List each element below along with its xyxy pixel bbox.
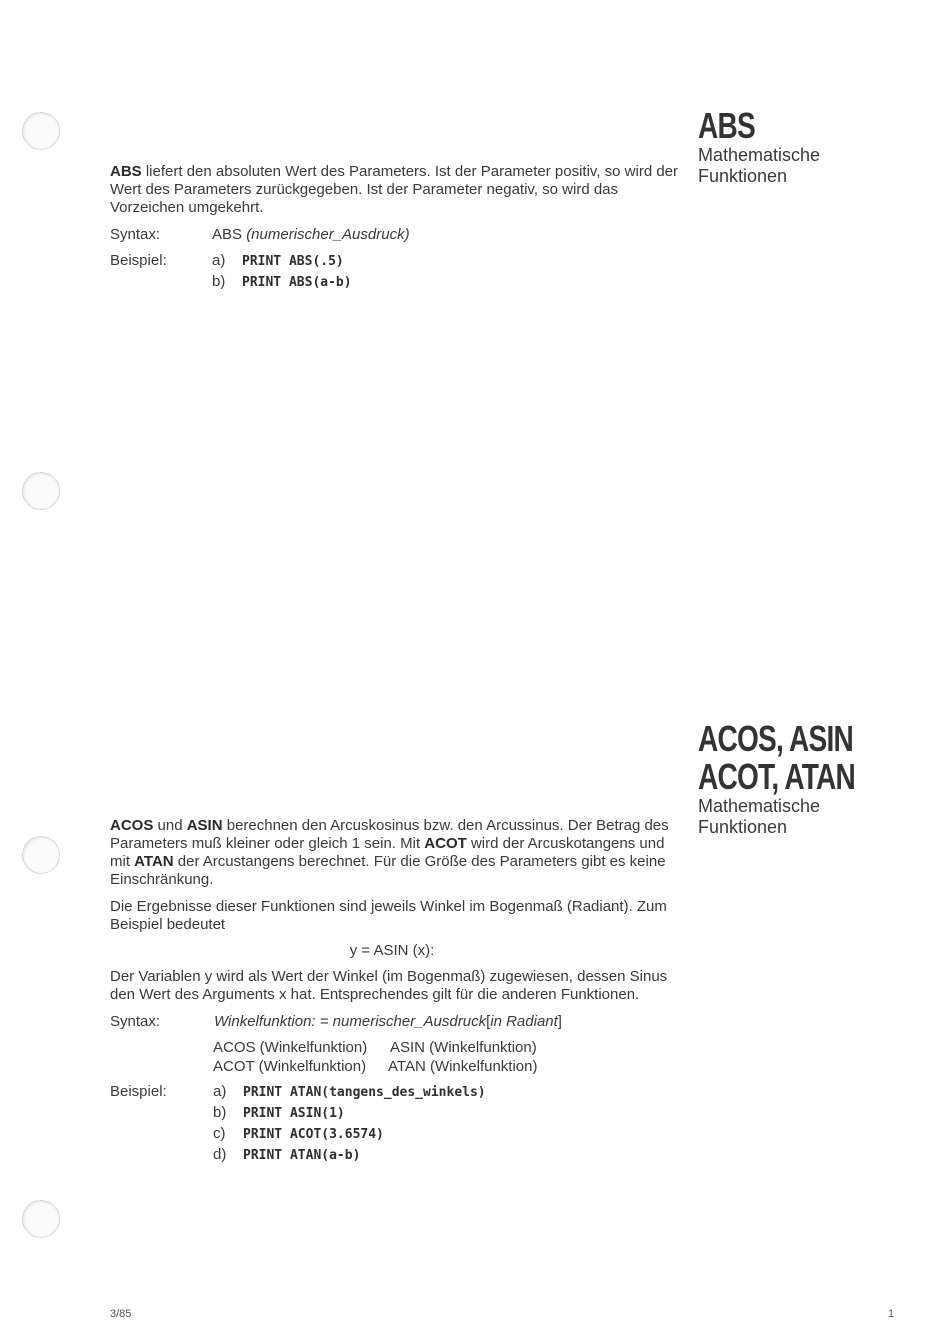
example-index: c) bbox=[213, 1125, 226, 1142]
formula: y = ASIN (x): bbox=[349, 942, 435, 959]
punch-hole bbox=[22, 836, 60, 874]
text: berechnen den Arcuskosinus bzw. den Arcussinus. Der Betrag des Parameters muß kleiner oder gleich 1 sein. Mit bbox=[110, 817, 669, 852]
example-code: PRINT ATAN(tangens_des_winkels) bbox=[243, 1085, 486, 1100]
func-text: (Winkelfunktion) bbox=[425, 1039, 537, 1056]
example-label: Beispiel: bbox=[110, 1083, 167, 1100]
example-code: PRINT ASIN(1) bbox=[243, 1106, 345, 1121]
syntax-label: Syntax: bbox=[110, 1013, 161, 1030]
example-index: d) bbox=[213, 1146, 227, 1163]
abs-category-line2: Funktionen bbox=[698, 166, 788, 186]
text: und bbox=[153, 817, 187, 834]
text: der Arcustangens berechnet. Für die Größe des Parameters gibt es keine Einschränkung. bbox=[110, 853, 666, 888]
abs-title: ABS bbox=[698, 105, 755, 146]
acos-heading bbox=[698, 720, 899, 838]
syntax-keyword: ABS bbox=[212, 226, 243, 243]
bracket: [ bbox=[486, 1013, 491, 1030]
syntax-optional: in Radiant bbox=[490, 1013, 558, 1030]
func-keyword: ASIN bbox=[390, 1039, 426, 1056]
footer-date: 3/85 bbox=[110, 1308, 132, 1320]
page-number: 1 bbox=[888, 1308, 895, 1320]
abs-description bbox=[110, 163, 682, 217]
paragraph: Die Ergebnisse dieser Funktionen sind jeweils Winkel im Bogenmaß (Radiant). Zum Beispiel bedeutet bbox=[110, 898, 667, 933]
example-index: b) bbox=[212, 273, 226, 290]
list-item bbox=[213, 1103, 486, 1124]
example-index: b) bbox=[213, 1104, 227, 1121]
list-item bbox=[213, 1124, 486, 1145]
bracket: ] bbox=[557, 1013, 562, 1030]
acos-category-line2: Funktionen bbox=[698, 817, 788, 837]
example-code: PRINT ABS(.5) bbox=[242, 254, 344, 269]
func-keyword: ATAN bbox=[388, 1058, 426, 1075]
keyword: ASIN bbox=[186, 817, 223, 834]
list-item bbox=[212, 251, 352, 272]
acos-func-list bbox=[213, 1038, 613, 1076]
abs-category-line1: Mathematische bbox=[698, 145, 821, 165]
syntax-label: Syntax: bbox=[110, 226, 161, 243]
keyword: ACOT bbox=[424, 835, 467, 852]
example-index: a) bbox=[213, 1083, 227, 1100]
punch-hole bbox=[22, 112, 60, 150]
punch-hole bbox=[22, 1200, 60, 1238]
example-label: Beispiel: bbox=[110, 252, 167, 269]
punch-hole bbox=[22, 472, 60, 510]
func-text: (Winkelfunktion) bbox=[255, 1039, 368, 1056]
abs-example-list bbox=[212, 251, 352, 293]
acos-category-line1: Mathematische bbox=[698, 796, 821, 816]
abs-syntax bbox=[212, 225, 410, 244]
syntax-argument: (numerischer_Ausdruck) bbox=[246, 226, 410, 243]
func-text: (Winkelfunktion) bbox=[425, 1058, 538, 1075]
paragraph bbox=[110, 817, 682, 889]
func-text: (Winkelfunktion) bbox=[254, 1058, 367, 1075]
func-item bbox=[213, 1057, 388, 1076]
syntax-text: Winkelfunktion: = numerischer_Ausdruck bbox=[214, 1013, 487, 1030]
example-index: a) bbox=[212, 252, 226, 269]
example-code: PRINT ABS(a-b) bbox=[242, 275, 352, 290]
description-text: liefert den absoluten Wert des Parameters. Ist der Parameter positiv, so wird der Wert des Parameters zurückgegeben. Ist der Parameter negativ, so wird das Vorzeichen umgekehrt. bbox=[110, 163, 679, 216]
list-item bbox=[213, 1082, 486, 1103]
paragraph: Der Variablen y wird als Wert der Winkel (im Bogenmaß) zugewiesen, dessen Sinus den Wert des Arguments x hat. Entsprechendes gilt für die anderen Funktionen. bbox=[110, 968, 668, 1003]
acos-title-line2: ACOT, ATAN bbox=[698, 756, 856, 797]
list-item bbox=[212, 272, 352, 293]
func-keyword: ACOT bbox=[213, 1058, 255, 1075]
acos-example-list bbox=[213, 1082, 486, 1166]
keyword: ACOS bbox=[110, 817, 154, 834]
func-item bbox=[388, 1058, 537, 1075]
list-item bbox=[213, 1145, 486, 1166]
example-code: PRINT ACOT(3.6574) bbox=[243, 1127, 384, 1142]
acos-title-line1: ACOS, ASIN bbox=[698, 718, 853, 759]
func-keyword: ACOS bbox=[213, 1039, 256, 1056]
text: wird der Arcuskotangens und mit bbox=[110, 835, 665, 870]
func-item bbox=[390, 1039, 537, 1056]
acos-description bbox=[110, 817, 682, 1004]
example-code: PRINT ATAN(a-b) bbox=[243, 1148, 361, 1163]
keyword: ABS bbox=[110, 163, 142, 180]
acos-syntax bbox=[214, 1012, 562, 1031]
keyword: ATAN bbox=[134, 853, 174, 870]
func-item bbox=[213, 1038, 390, 1057]
abs-heading bbox=[698, 107, 820, 187]
